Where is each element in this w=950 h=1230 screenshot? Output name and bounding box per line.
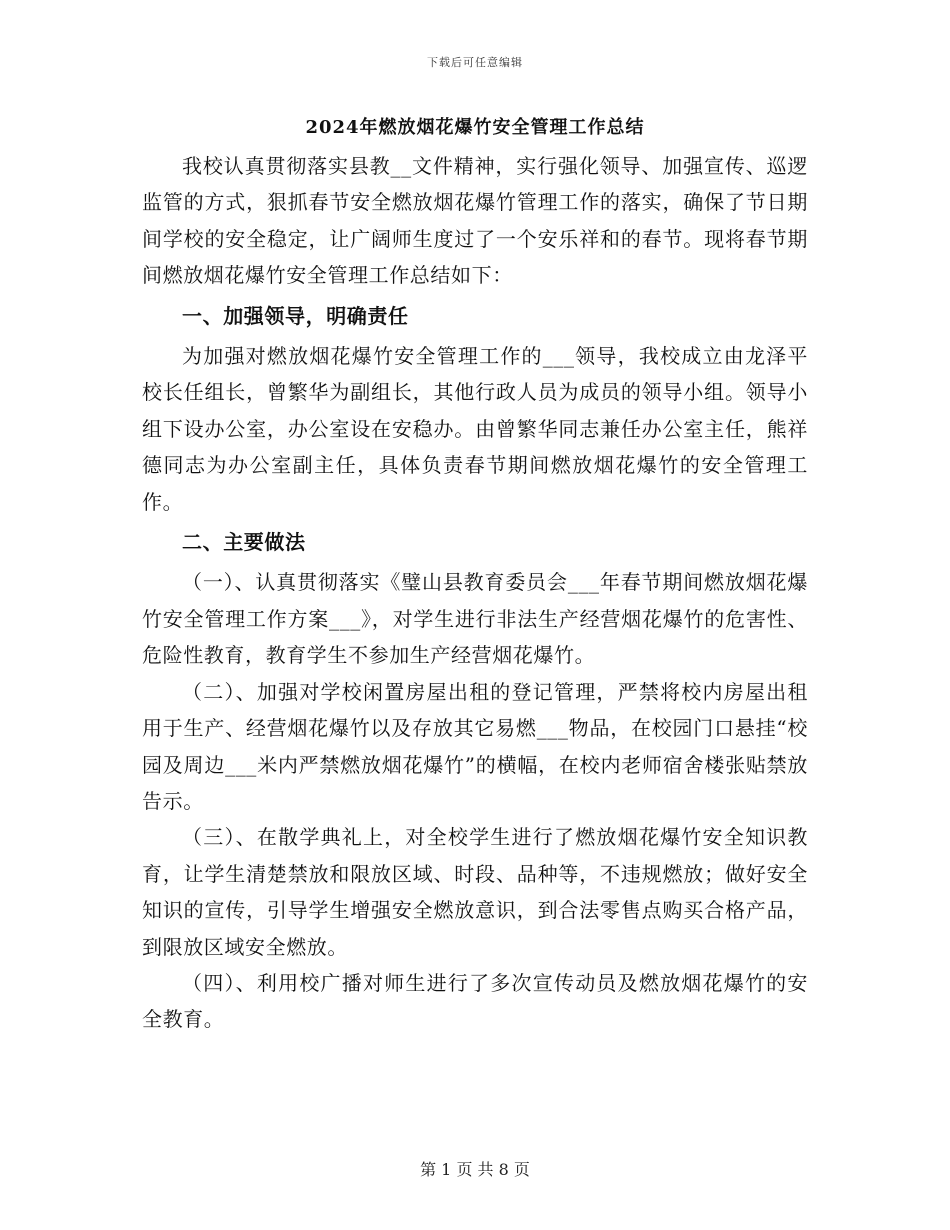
section-2-item-1: （一）、认真贯彻落实《璧山县教育委员会___年春节期间燃放烟花爆竹安全管理工作方案___》，对学生进行非法生产经营烟花爆竹的危害性、危险性教育，教育学生不参加生产经营烟花爆竹。 [142,570,808,668]
document-body [142,110,808,1038]
page-number: 第 1 页 共 8 页 [420,1160,530,1179]
section-2-item-3: （三）、在散学典礼上，对全校学生进行了燃放烟花爆竹安全知识教育，让学生清楚禁放和限放区域、时段、品种等，不违规燃放；做好安全知识的宣传，引导学生增强安全燃放意识，到合法零售点购买合格产品，到限放区域安全燃放。 [142,825,808,959]
page-header-note: 下载后可任意编辑 [427,56,523,69]
section-1-paragraph: 为加强对燃放烟花爆竹安全管理工作的___领导，我校成立由龙泽平校长任组长，曾繁华为副组长，其他行政人员为成员的领导小组。领导小组下设办公室，办公室设在安稳办。由曾繁华同志兼任办公室主任，熊祥德同志为办公室副主任，具体负责春节期间燃放烟花爆竹的安全管理工作。 [142,344,808,514]
intro-paragraph: 我校认真贯彻落实县教__文件精神，实行强化领导、加强宣传、巡逻监管的方式，狠抓春节安全燃放烟花爆竹管理工作的落实，确保了节日期间学校的安全稳定，让广阔师生度过了一个安乐祥和的春节。现将春节期间燃放烟花爆竹安全管理工作总结如下： [142,154,808,288]
section-2-item-4: （四）、利用校广播对师生进行了多次宣传动员及燃放烟花爆竹的安全教育。 [142,970,808,1032]
section-heading-2: 二、主要做法 [182,530,306,555]
section-heading-1: 一、加强领导，明确责任 [182,303,409,328]
section-2-item-2: （二）、加强对学校闲置房屋出租的登记管理，严禁将校内房屋出租用于生产、经营烟花爆竹以及存放其它易燃___物品，在校园门口悬挂“校园及周边___米内严禁燃放烟花爆竹”的横幅，在校内老师宿舍楼张贴禁放告示。 [142,679,808,813]
document-title: 2024年燃放烟花爆竹安全管理工作总结 [305,117,645,138]
